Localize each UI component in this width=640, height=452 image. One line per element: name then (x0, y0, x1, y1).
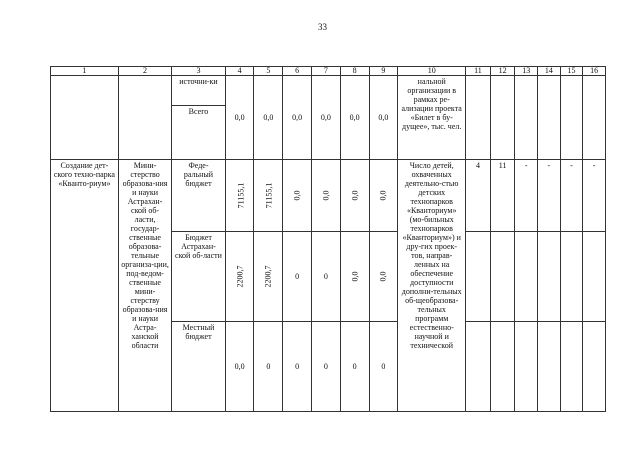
cell-empty (466, 322, 491, 412)
cell-empty (466, 76, 491, 160)
indicator-value: - (560, 160, 583, 232)
value-cell: 0 (312, 232, 341, 322)
source-label: Местный бюджет (172, 322, 225, 412)
column-number-row (51, 67, 606, 76)
col-number: 4 (225, 67, 254, 76)
value-cell: 0,0 (283, 160, 312, 232)
cell-empty (490, 232, 515, 322)
table-row (51, 160, 606, 232)
col-number: 10 (398, 67, 466, 76)
source-label: Всего (172, 106, 225, 160)
col-number: 5 (254, 67, 283, 76)
value-cell: 0,0 (254, 76, 283, 160)
col-number: 8 (340, 67, 369, 76)
indicator-value: - (583, 160, 606, 232)
value-cell: 0,0 (369, 232, 398, 322)
value-cell: 0 (254, 322, 283, 412)
value-cell: 2200,7 (225, 232, 254, 322)
value-cell: 2200,7 (254, 232, 283, 322)
indicator-text: нальной организации в рамках ре-ализации проекта «Билет в бу-дущее», тыс. чел. (398, 76, 466, 160)
table-row (51, 76, 606, 106)
program-table (50, 66, 606, 412)
indicator-value: - (515, 160, 538, 232)
value-cell: 0,0 (225, 76, 254, 160)
col-number: 16 (583, 67, 606, 76)
cell-empty (118, 76, 171, 160)
col-number: 6 (283, 67, 312, 76)
indicator-value: 11 (490, 160, 515, 232)
value-cell: 71155,1 (254, 160, 283, 232)
value-cell: 0,0 (312, 160, 341, 232)
value-cell: 0,0 (225, 322, 254, 412)
value-cell: 71155,1 (225, 160, 254, 232)
cell-empty (490, 76, 515, 160)
cell-empty (560, 322, 583, 412)
value-cell: 0 (283, 322, 312, 412)
col-number: 9 (369, 67, 398, 76)
cell-empty (515, 322, 538, 412)
cell-empty (490, 322, 515, 412)
source-label: Бюджет Астрахан-ской об-ласти (172, 232, 225, 322)
value-cell: 0 (369, 322, 398, 412)
responsible-org: Мини-стерство образова-ния и науки Астрахан-ской об-ласти, государ-ственные образова-тельные организа-ции, под-ведом-ственные мини-стерству образова-ния и науки Астра-ханской области (118, 160, 171, 412)
value-cell: 0,0 (340, 160, 369, 232)
cell-empty (583, 76, 606, 160)
value-cell: 0,0 (312, 76, 341, 160)
value-cell: 0,0 (283, 76, 312, 160)
value-cell: 0,0 (340, 76, 369, 160)
value-cell: 0 (340, 322, 369, 412)
cell-empty (51, 76, 119, 160)
cell-empty (515, 232, 538, 322)
col-number: 2 (118, 67, 171, 76)
cell-empty (515, 76, 538, 160)
indicator-value: - (538, 160, 561, 232)
col-number: 15 (560, 67, 583, 76)
cell-empty (538, 232, 561, 322)
col-number: 13 (515, 67, 538, 76)
col-number: 11 (466, 67, 491, 76)
col-number: 14 (538, 67, 561, 76)
col-number: 3 (172, 67, 225, 76)
cell-empty (560, 76, 583, 160)
cell-empty (583, 232, 606, 322)
cell-empty (538, 322, 561, 412)
indicator-value: 4 (466, 160, 491, 232)
col-number: 7 (312, 67, 341, 76)
source-label: источни-ки (172, 76, 225, 106)
value-cell: 0,0 (369, 160, 398, 232)
indicator-text: Число детей, охваченных деятельно-стью детских технопарков «Кванториум» (мо-бильных технопарков «Кванториум») и дру-гих проек-тов, направ-ленных на обеспечение доступности дополни-тельных об-щеобразова-тельных программ естественно-научной и технической (398, 160, 466, 412)
value-cell: 0,0 (340, 232, 369, 322)
col-number: 1 (51, 67, 119, 76)
cell-empty (583, 322, 606, 412)
value-cell: 0 (312, 322, 341, 412)
value-cell: 0 (283, 232, 312, 322)
source-label: Феде-ральный бюджет (172, 160, 225, 232)
value-cell: 0,0 (369, 76, 398, 160)
cell-empty (560, 232, 583, 322)
page-number: 33 (318, 22, 327, 32)
cell-empty (538, 76, 561, 160)
activity-name: Создание дет-ского техно-парка «Кванто-риум» (51, 160, 119, 412)
cell-empty (466, 232, 491, 322)
col-number: 12 (490, 67, 515, 76)
